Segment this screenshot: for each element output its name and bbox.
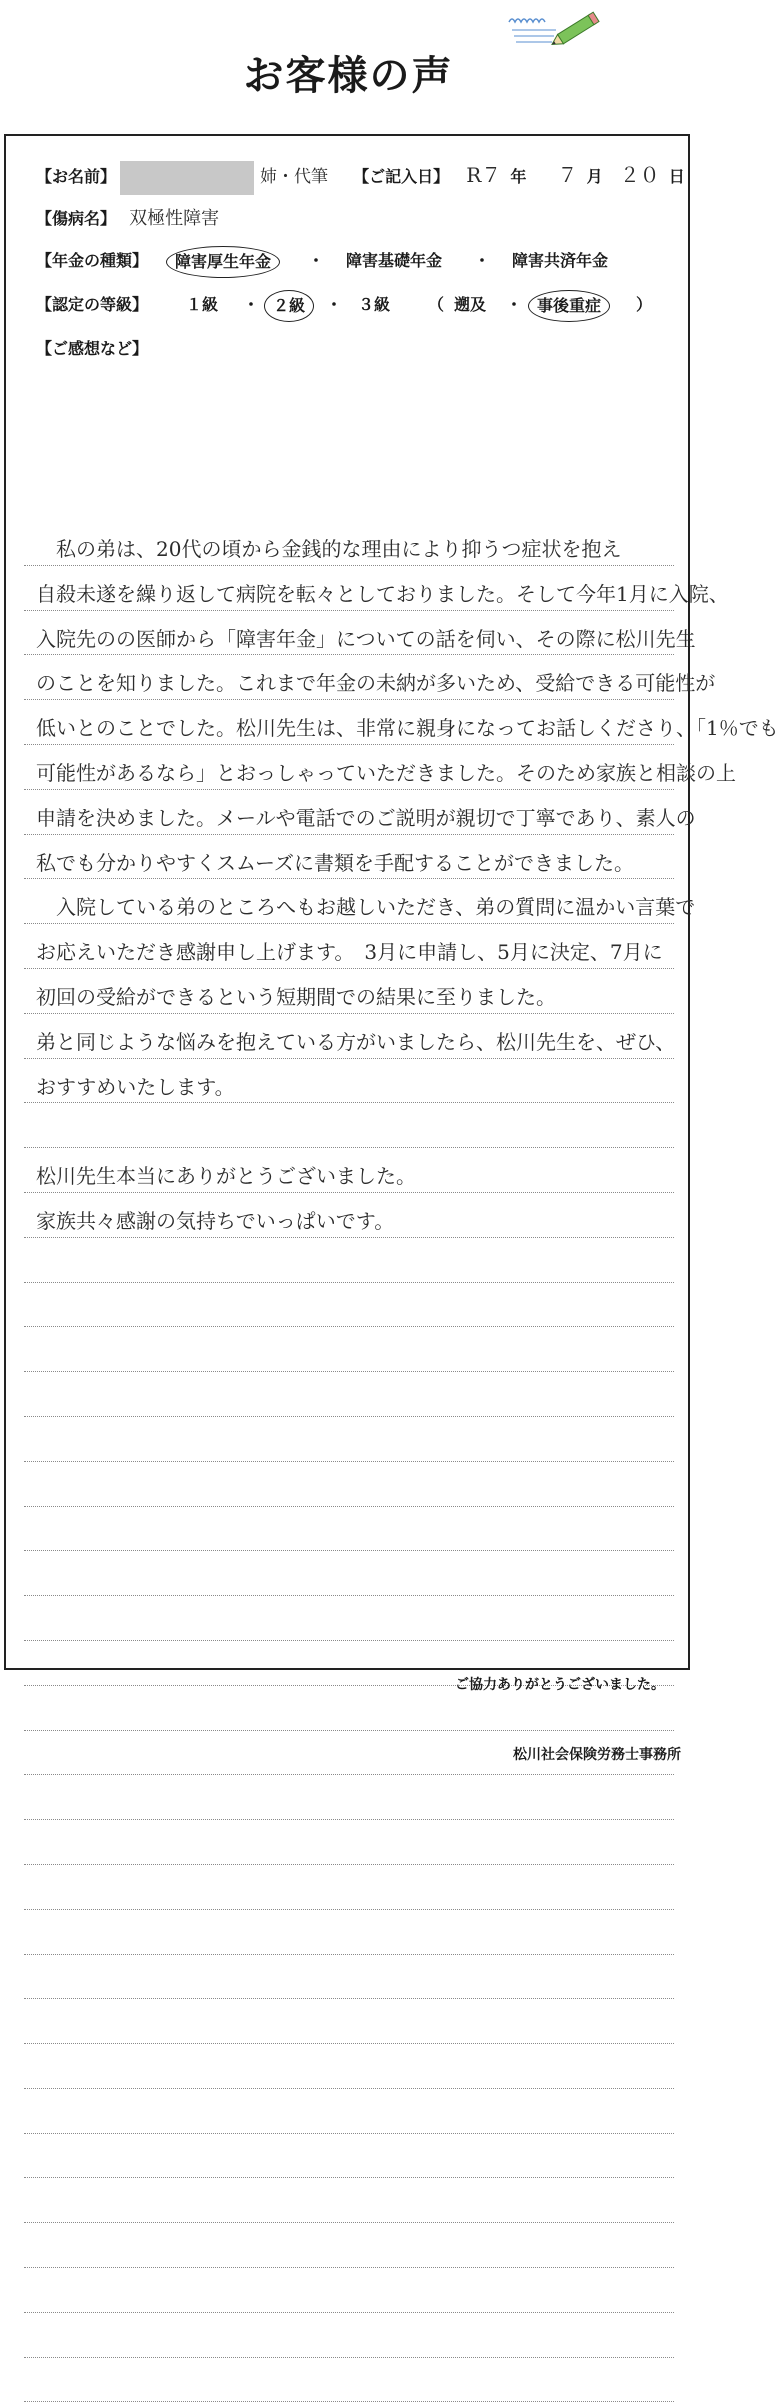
disease-label: 【傷病名】 [36,209,117,228]
comment-line [24,1327,674,1372]
grade-option-3: ３級 [358,295,391,314]
date-label: 【ご記入日】 [353,167,450,186]
date-era: R７ [466,163,502,187]
comment-line: 松川先生本当にありがとうございました。 [24,1148,674,1193]
grade-row [36,290,676,320]
comment-line [24,1955,674,2000]
comment-line [24,2134,674,2179]
name-redaction [120,161,254,195]
comments-header-row [36,334,148,364]
pension-separator-1: ・ [308,251,325,270]
pension-option-basic: 障害基礎年金 [346,251,443,270]
comment-line [24,1775,674,1820]
comment-line [24,1596,674,1641]
comment-line: 私の弟は、20代の頃から金銭的な理由により抑うつ症状を抱え [24,521,674,566]
grade-separator-2: ・ [326,295,343,314]
grade-separator-3: ・ [506,295,523,314]
comments-lines [24,521,779,2402]
comment-line: 入院している弟のところへもお越しいただき、弟の質問に温かい言葉で [24,879,674,924]
date-day-unit: 日 [668,167,685,186]
comments-label: 【ご感想など】 [36,339,149,358]
pension-option-employee: 障害厚生年金 [166,246,280,278]
comment-line: 家族共々感謝の気持ちでいっぱいです。 [24,1193,674,1238]
comment-line [24,2089,674,2134]
comment-line: 自殺未遂を繰り返して病院を転々としておりました。そして今年1月に入院、 [24,566,674,611]
feedback-form [4,134,779,1670]
comment-line: 低いとのことでした。松川先生は、非常に親身になってお話しくださり、「1％でも [24,700,674,745]
grade-option-post: 事後重症 [528,290,610,322]
comment-line: お応えいただき感謝申し上げます。 3月に申請し、5月に決定、7月に [24,924,674,969]
pension-type-label: 【年金の種類】 [36,251,149,270]
grade-option-2: ２級 [264,290,314,322]
pencil-icon [506,8,606,58]
name-note: 姉・代筆 [260,167,329,187]
comment-line: 初回の受給ができるという短期間での結果に至りました。 [24,969,674,1014]
comment-line: おすすめいたします。 [24,1059,674,1104]
comment-line [24,1462,674,1507]
comment-line: 申請を決めました。メールや電話でのご説明が親切で丁寧であり、素人の [24,790,674,835]
comment-line [24,1507,674,1552]
pension-separator-2: ・ [474,251,491,270]
grade-label: 【認定の等級】 [36,295,149,314]
grade-paren-close: ） [636,295,653,314]
comment-line [24,2313,674,2358]
grade-option-retroactive: 遡及 [454,295,487,314]
comment-line [24,2223,674,2268]
date-month-unit: 月 [586,167,603,186]
comment-line [24,2358,674,2402]
pension-option-mutual: 障害共済年金 [512,251,609,270]
comment-line: 弟と同じような悩みを抱えている方がいましたら、松川先生を、ぜひ、 [24,1014,674,1059]
comment-line: 私でも分かりやすくスムーズに書類を手配することができました。 [24,835,674,880]
comment-line: 入院先のの医師から「障害年金」についての話を伺い、その際に松川先生 [24,611,674,656]
disease-row [36,204,219,234]
page-title: お客様の声 [243,53,454,99]
disease-value: 双極性障害 [129,208,220,229]
office-name: 松川社会保険労務士事務所 [513,1747,681,1763]
comment-line [24,1820,674,1865]
name-row [36,160,685,190]
comment-line [24,1999,674,2044]
comment-line [24,2268,674,2313]
comment-line [24,1910,674,1955]
pension-type-row [36,246,676,276]
comment-line [24,1103,674,1148]
date-year-unit: 年 [510,167,527,186]
comment-line: のことを知りました。これまで年金の未納が多いため、受給できる可能性が [24,655,674,700]
name-label: 【お名前】 [36,167,117,186]
comment-line [24,2178,674,2223]
comment-line [24,1417,674,1462]
thanks-note: ご協力ありがとうございました。 [455,1677,665,1693]
comment-line [24,1238,674,1283]
comment-line [24,1865,674,1910]
grade-paren-open: （ [428,295,445,314]
comment-line [24,1372,674,1417]
comment-line [24,2044,674,2089]
grade-option-1: １級 [186,295,219,314]
grade-separator-1: ・ [243,295,260,314]
date-day: ２０ [619,163,660,187]
date-month: ７ [557,163,578,187]
comment-line [24,1551,674,1596]
comment-line [24,1283,674,1328]
comment-line: 可能性があるなら」とおっしゃっていただきました。そのため家族と相談の上 [24,745,674,790]
